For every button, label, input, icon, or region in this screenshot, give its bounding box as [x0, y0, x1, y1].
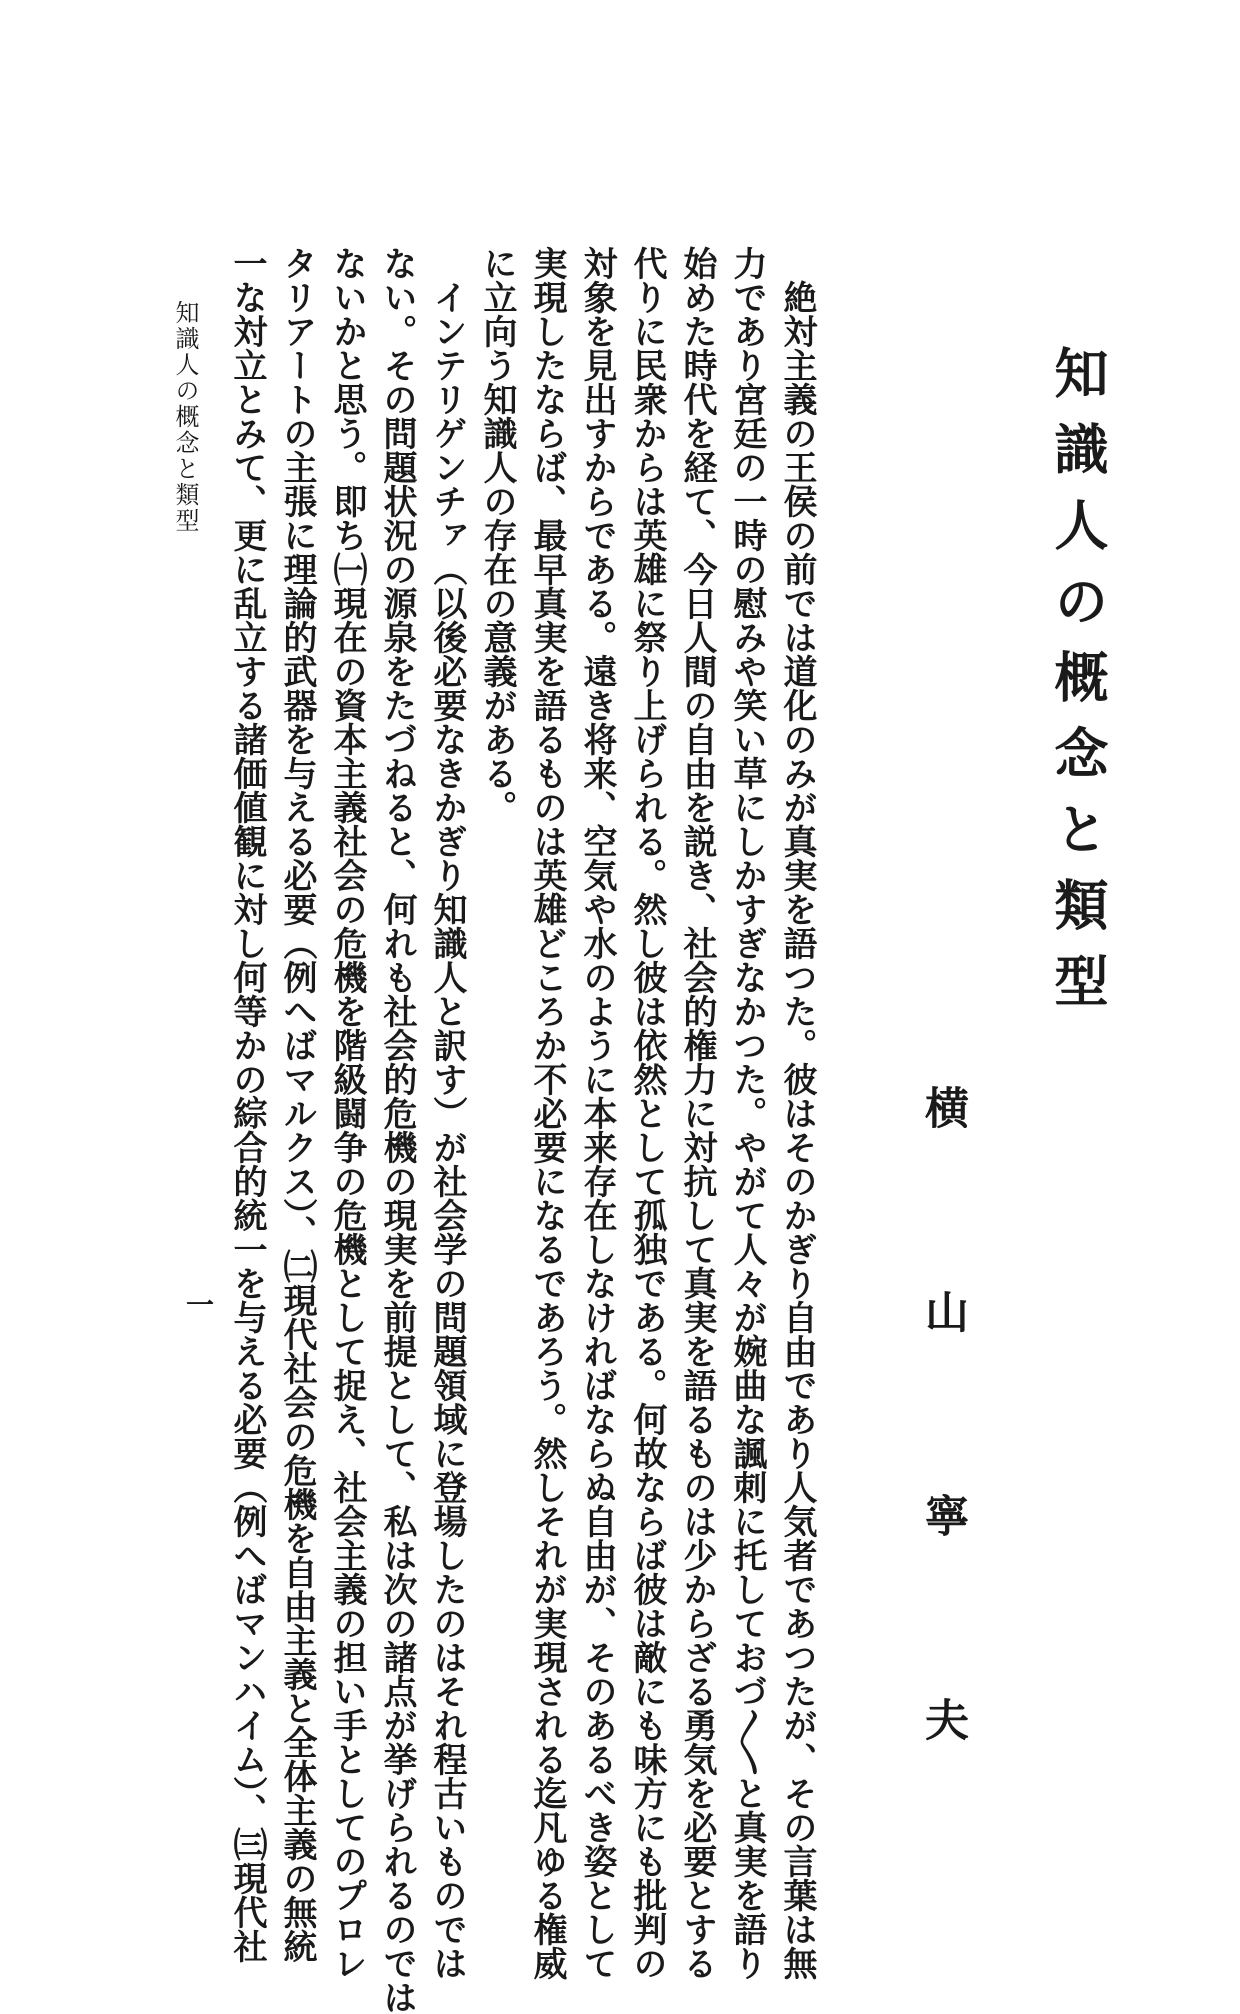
article-title: 知識人の概念と類型	[1046, 345, 1110, 1029]
text-line: に立向う知識人の存在の意義がある。	[477, 246, 517, 824]
text-line: インテリゲンチァ（以後必要なきかぎり知識人と訳す）が社会学の問題領域に登場したのはそれ程古いものでは	[427, 246, 467, 1980]
text-line: 力であり宮廷の一時の慰みや笑い草にしかすぎなかつた。やがて人々が婉曲な諷刺に托しておづ〱と真実を語り	[727, 246, 767, 1980]
text-line: タリアートの主張に理論的武器を与える必要（例へばマルクス）、㈡現代社会の危機を自由主義と全体主義の無統	[277, 246, 317, 1963]
text-line: 始めた時代を経て、今日人間の自由を説き、社会的権力に対抗して真実を語るものは少からざる勇気を必要とする	[677, 246, 717, 1980]
text-line: ないかと思う。即ち㈠現在の資本主義社会の危機を階級闘争の危機として捉え、社会主義の担い手としてのプロレ	[327, 246, 367, 1980]
running-head: 知識人の概念と類型	[171, 300, 199, 534]
text-line: 代りに民衆からは英雄に祭り上げられる。然し彼は依然として孤独である。何故ならば彼は敵にも味方にも批判の	[627, 246, 667, 1980]
text-line: 絶対主義の王侯の前では道化のみが真実を語つた。彼はそのかぎり自由であり人気者であつたが、その言葉は無	[777, 246, 817, 1980]
page-number: 一	[182, 1290, 215, 1318]
text-line: ない。その問題状況の源泉をたづねると、何れも社会的危機の現実を前提として、私は次の諸点が挙げられるのでは	[377, 246, 417, 2014]
paragraph-2	[222, 212, 472, 2014]
text-line: 実現したならば、最早真実を語るものは英雄どころか不必要になるであろう。然しそれが実現される迄凡ゆる権威	[527, 246, 567, 1980]
paragraph-1	[472, 212, 822, 1980]
text-line: 一な対立とみて、更に乱立する諸価値観に対し何等かの綜合的統一を与える必要（例へばマンハイム）、㈢現代社	[227, 246, 267, 1963]
author-name: 横 山 寧 夫	[917, 1085, 968, 1799]
body-text	[222, 212, 822, 2014]
text-line: 対象を見出すからである。遠き将来、空気や水のように本来存在しなければならぬ自由が、そのあるべき姿として	[577, 246, 617, 1980]
